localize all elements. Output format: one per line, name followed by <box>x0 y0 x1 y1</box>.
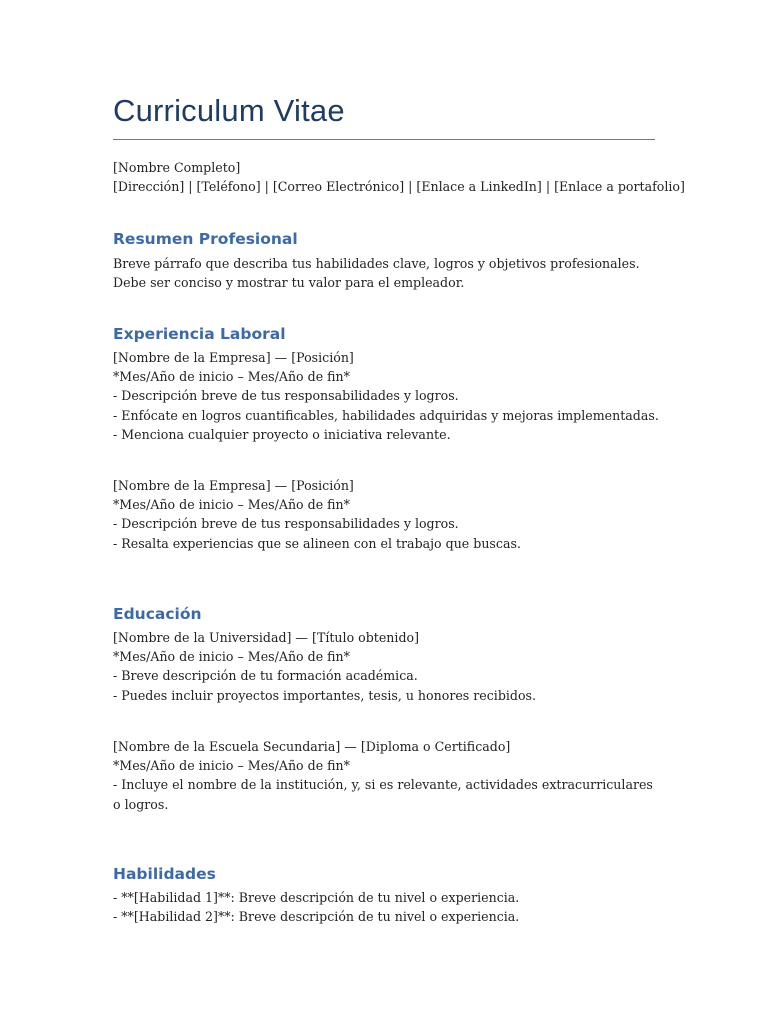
experience-entry <box>113 476 655 553</box>
entry-bullet: - Menciona cualquier proyecto o iniciativa relevante. <box>113 426 451 442</box>
entry-bullet: - Resalta experiencias que se alineen con el trabajo que buscas. <box>113 535 521 551</box>
contact-block <box>113 158 685 196</box>
entry-title: [Nombre de la Escuela Secundaria] — [Diploma o Certificado] <box>113 739 511 754</box>
entry-bullet: - Descripción breve de tus responsabilidades y logros. <box>113 388 459 404</box>
entry-bullet: - Breve descripción de tu formación académica. <box>113 668 418 684</box>
education-entry <box>113 737 655 814</box>
entry-bullet: - Incluye el nombre de la institución, y, si es relevante, actividades extracurriculares o logros. <box>113 777 653 812</box>
contact-details: [Dirección] | [Teléfono] | [Correo Electrónico] | [Enlace a LinkedIn] | [Enlace a portafolio] <box>113 179 685 195</box>
experience-heading: Experiencia Laboral <box>113 325 286 343</box>
contact-name: [Nombre Completo] <box>113 160 241 175</box>
entry-title: [Nombre de la Empresa] — [Posición] <box>113 478 354 493</box>
entry-bullet: - Enfócate en logros cuantificables, habilidades adquiridas y mejoras implementadas. <box>113 407 659 423</box>
document-title: Curriculum Vitae <box>113 93 345 128</box>
entry-bullet: - Descripción breve de tus responsabilidades y logros. <box>113 516 459 532</box>
skill-item: - **[Habilidad 2]**: Breve descripción de tu nivel o experiencia. <box>113 909 520 925</box>
experience-entry <box>113 348 659 444</box>
entry-title: [Nombre de la Universidad] — [Título obtenido] <box>113 630 420 645</box>
entry-title: [Nombre de la Empresa] — [Posición] <box>113 350 354 365</box>
summary-text: Breve párrafo que describa tus habilidades clave, logros y objetivos profesionales. Debe ser conciso y mostrar tu valor para el empleador. <box>113 256 640 291</box>
entry-dates: *Mes/Año de inicio – Mes/Año de fin* <box>113 649 350 665</box>
education-entry <box>113 628 655 705</box>
title-divider <box>113 139 655 140</box>
skills-list <box>113 888 655 926</box>
entry-dates: *Mes/Año de inicio – Mes/Año de fin* <box>113 497 350 513</box>
summary-heading: Resumen Profesional <box>113 230 298 248</box>
summary-block <box>113 254 655 292</box>
education-heading: Educación <box>113 605 202 623</box>
skill-item: - **[Habilidad 1]**: Breve descripción de tu nivel o experiencia. <box>113 890 520 905</box>
entry-bullet: - Puedes incluir proyectos importantes, tesis, u honores recibidos. <box>113 687 537 703</box>
entry-dates: *Mes/Año de inicio – Mes/Año de fin* <box>113 758 350 774</box>
entry-dates: *Mes/Año de inicio – Mes/Año de fin* <box>113 369 350 385</box>
skills-heading: Habilidades <box>113 865 216 883</box>
